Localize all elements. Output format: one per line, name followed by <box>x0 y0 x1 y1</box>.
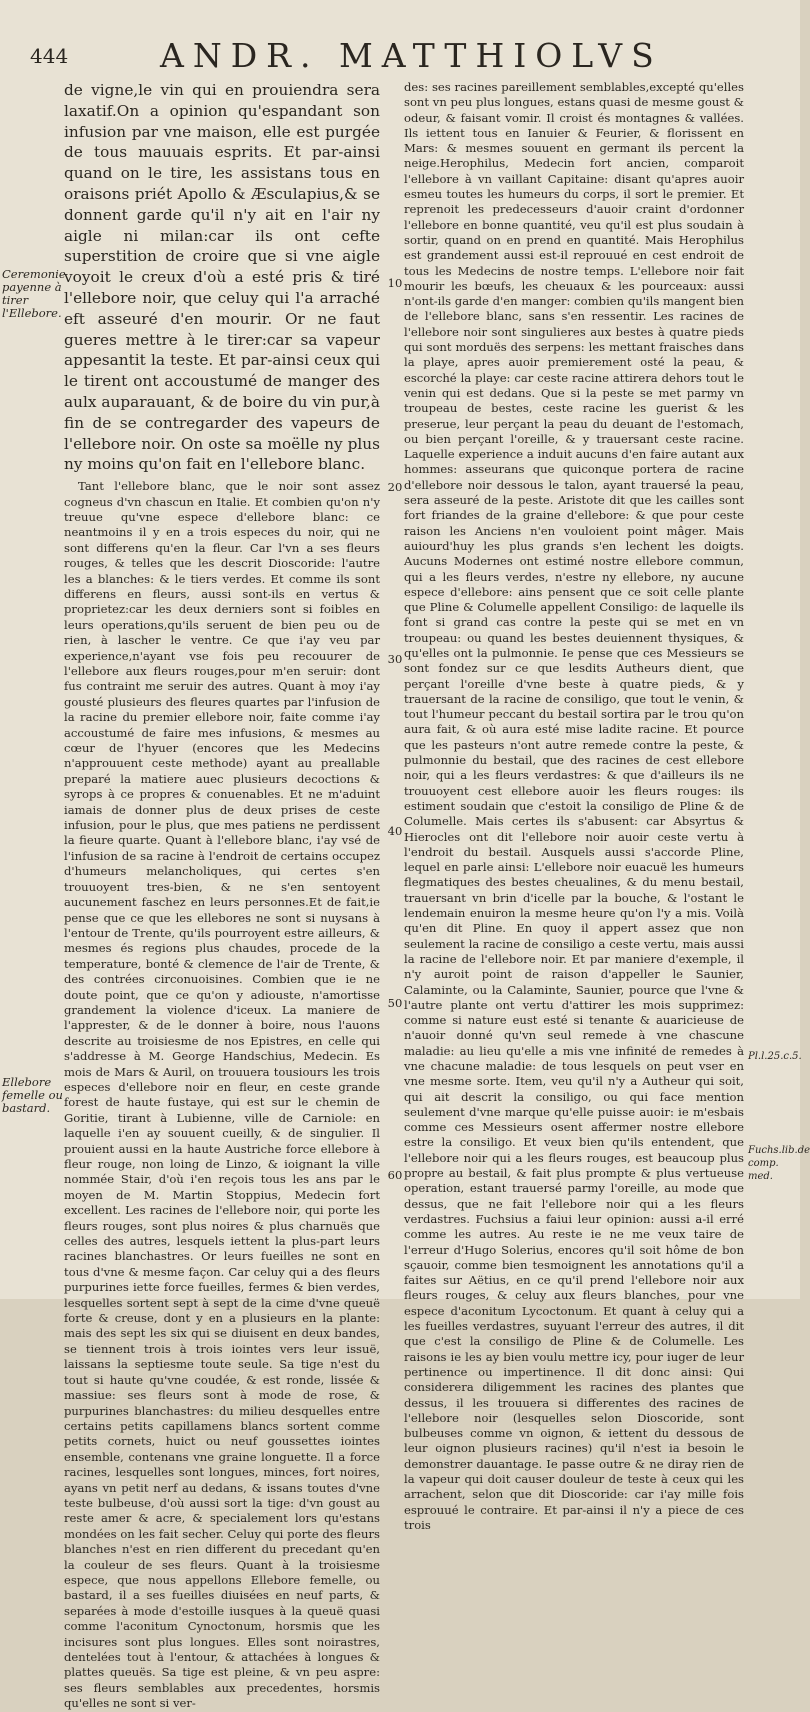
left-column <box>64 80 380 1711</box>
margin-note-ceremony: Ceremonie payenne à tirer l'Ellebore. <box>2 267 66 320</box>
margin-note-pliny-ref: Pl.l.25.c.5. <box>748 1051 802 1062</box>
line-number: 30 <box>387 652 403 666</box>
line-number: 50 <box>387 996 403 1010</box>
line-number: 40 <box>387 824 403 838</box>
paragraph: Tant l'ellebore blanc, que le noir sont assez cogneus d'vn chascun en Italie. Et combien qu'on n'y treuue qu'vne espece d'ellebore blanc: ce neantmoins il y en a trois especes du noir, qui ne sont differens qu'en la fleur. Car l'vn a ses fleurs rouges, & telles que les descrit Dioscoride: l'autre les a blanches: & le tiers verdes. Et comme ils sont differens en fleurs, aussi sont-ils en vertus & proprietez:car les deux derniers sont si foibles en leurs operations,qu'ils seruent de bien peu ou de rien, à lascher le ventre. Ce que i'ay veu par experience,n'ayant vse fois peu recouurer de l'ellebore aux fleurs rouges,pour m'en seruir: dont fus contraint me seruir des autres. Quant à moy i'ay gousté plusieurs des fleures quartes par l'infusion de la racine du premier ellebore noir, faite comme i'ay accoustumé de faire mes infusions, & mesmes au cœur de l'hyuer (encores que les Medecins n'approuuent ceste methode) ayant au preallable preparé la matiere auec plusieurs decoctions & syrops à ce propres & conuenables. Et ne m'aduint iamais de donner plus de deux prises de ceste infusion, pour le plus, que mes patiens ne perdissent la fieure quarte. Quant à l'ellebore blanc, i'ay vsé de l'infusion de sa racine à l'endroit de certains occupez d'humeurs melancholiques, qui certes s'en trouuoyent tres-bien, & ne s'en sentoyent aucunement faschez en leurs personnes.Et de fait,ie pense que ce que les ellebores ne sont si nuysans à l'entour de Trente, qu'ils pourroyent estre ailleurs, & mesmes és regions plus chaudes, procede de la temperature, bonté & clemence de l'air de Trente, & des contrées circonuoisines. Combien que ie ne doute point, que ce qu'on y adiouste, n'amortisse grandement la violence d'iceux. La maniere de l'apprester, & de le donner à boire, nous l'auons descrite au troisiesme de nos Epistres, en celle qui s'addresse à M. George Handschius, Medecin. Es mois de Mars & Auril, on trouuera tousiours les trois especes d'ellebore noir en fleur, en ceste grande forest de haute fustaye, qui est sur le chemin de Goritie, tirant à Lubienne, ville de Carniole: en laquelle i'en ay souuent cueilly, & de singulier. Il prouient aussi en la haute Austriche force ellebore à fleur rouge, non loing de Linzo, & ioignant la ville nommée Stair, d'où i'en reçois tous les ans par le moyen de M. Martin Stoppius, Medecin fort excellent. Les racines de l'ellebore noir, qui porte les fleurs rouges, sont plus noires & plus charnuës que celles des autres, lesquels iettent la plus-part leurs racines blanchastres. Or leurs fueilles ne sont en tous d'vne & mesme façon. Car celuy qui a des fleurs purpurines iette force fueilles, fermes & bien verdes, lesquelles sortent sept à sept de la cime d'vne queuë forte & creuse, dont y en a plusieurs en la plante: mais des sept les six qui se diuisent en deux bandes, se tiennent trois à trois iointes vers leur issuë, laissans la septiesme toute seule. Sa tige n'est du tout si haute qu'vne coudée, & est ronde, lissée & massiue: ses fleurs sont à mode de rose, & purpurines blanchastres: du milieu desquelles entre certains petits capillamens blancs sortent comme petits cornets, huict ou neuf goussettes iointes ensemble, contenans vne graine longuette. Il a force racines, lesquelles sont longues, minces, fort noires, ayans vn petit nerf au dedans, & issans toutes d'vne teste bulbeuse, d'où aussi sort la tige: d'vn goust au reste amer & acre, & specialement lors qu'estans mondées on les fait secher. Celuy qui porte des fleurs blanches n'est en rien different du precedant qu'en la couleur de ses fleurs. Quant à la troisiesme espece, que nous appellons Ellebore femelle, ou bastard, il a ses fueilles diuisées en neuf parts, & separées à mode d'estoille iusques à la queuë quasi comme l'aconitum Cynoctonum, horsmis que les incisures sont plus longues. Elles sont noirastres, dentelées tout à l'entour, & attachées à longues & plattes queuës. Sa tige est pleine, & vn peu aspre: ses fleurs semblables aux precedentes, horsmis qu'elles ne sont si ver- <box>64 479 380 1711</box>
paragraph: de vigne,le vin qui en prouiendra sera laxatif.On a opinion qu'espandant son infusion par vne maison, elle est purgée de tous mauuais esprits. Et par-ainsi quand on le tire, les assistans tous en oraisons priét Apollo & Æsculapius,& se donnent garde qu'il n'y ait en l'air ny aigle ni milan:car ils ont cefte superstition de croire que si vne aigle voyoit le creux d'où a esté pris & tiré l'ellebore noir, que celuy qui l'a arraché eft asseuré d'en mourir. Or ne faut gueres mettre à le tirer:car sa vapeur appesantit la teste. Et par-ainsi ceux qui le tirent ont accoustumé de manger des aulx auparauant, & de boire du vin pur,à fin de se contregarder des vapeurs de l'ellebore noir. On oste sa moëlle ny plus ny moins qu'on fait en l'ellebore blanc. <box>64 81 380 474</box>
margin-note-fuchs-ref: Fuchs.lib.de comp. med. <box>748 1145 810 1182</box>
line-number: 20 <box>387 480 403 494</box>
margin-note-female-hellebore: Ellebore femelle ou bastard. <box>2 1075 63 1115</box>
line-number: 10 <box>387 276 403 290</box>
page-header <box>30 36 780 76</box>
line-number: 60 <box>387 1168 403 1182</box>
right-column <box>404 80 744 1532</box>
paragraph: des: ses racines pareillement semblables,excepté qu'elles sont vn peu plus longues, estans quasi de mesme goust & odeur, & faisant vomir. Il croist és montagnes & vallées. Ils iettent tous en Ianuier & Feurier, & florissent en Mars: & mesmes souuent en germant ils percent la neige.Herophilus, Medecin fort ancien, comparoit l'ellebore à vn vaillant Capitaine: disant qu'apres auoir esmeu toutes les humeurs du corps, il sort le premier. Et reprenoit les predecesseurs d'auoir craint d'ordonner l'ellebore en bonne quantité, veu qu'il est plus soudain à sortir, quand on en prend en quantité. Mais Herophilus est grandement aussi est-il reprouué en cest endroit de tous les Medecins de nostre temps. L'ellebore noir fait mourir les bœufs, les cheuaux & les pourceaux: aussi n'ont-ils garde d'en manger: combien qu'ils mangent bien de l'ellebore blanc, sans s'en ressentir. Les racines de l'ellebore noir sont singulieres aux bestes à quatre pieds qui sont morduës des serpens: les mettant fraisches dans la playe, apres auoir premierement osté la peau, & escorché la playe: car ceste racine attirera dehors tout le venin qui est dedans. Que si la peste se met parmy vn troupeau de bestes, ceste racine les guerist & les preserue, leur perçant la peau du deuant de l'estomach, ou bien perçant l'oreille, & y trauersant ceste racine. Laquelle experience a induit aucuns d'en faire autant aux hommes: asseurans que quiconque portera de racine d'ellebore noir dessous le talon, ayant trauersé la peau, sera asseuré de la peste. Aristote dit que les cailles sont fort friandes de la graine d'ellebore: & que pour ceste raison les Anciens n'en vouloient point mâger. Mais auiourd'huy les plus grands s'en lechent les doigts. Aucuns Modernes ont estimé nostre ellebore commun, qui a les fleurs verdes, n'estre ny ellebore, ny aucune espece d'ellebore: ains pensent que ce soit celle plante que Pline & Columelle appellent Consiligo: de laquelle ils font si grand cas contre la peste qui se met en vn troupeau: ou quand les bestes deuiennent thysiques, & qu'elles ont la pulmonnie. Ie pense que ces Messieurs se sont fondez sur ce que lesdits Autheurs dient, que perçant l'oreille d'vne beste à quatre pieds, & y trauersant de la racine de consiligo, que tout le venin, & tout l'humeur peccant du bestail sortira par le trou qu'on aura fait, & où aura esté mise ladite racine. Et pource que les pasteurs n'ont autre remede contre la peste, & pulmonnie du bestail, que des racines de cest ellebore noir, qui a les fleurs verdastres: & que d'ailleurs ils ne trouuoyent cest ellebore auoir les fleurs rouges: ils estiment soudain que c'estoit la consiligo de Pline & de Columelle. Mais certes ils s'abusent: car Absyrtus & Hierocles ont dit l'ellebore noir auoir ceste vertu à l'endroit du bestail. Ausquels aussi s'accorde Pline, lequel en parle ainsi: L'ellebore noir euacuë les humeurs flegmatiques des bestes cheualines, & du menu bestail, trauersant vn brin d'icelle par la bouche, & l'ostant le lendemain enuiron la mesme heure qu'on l'y a mis. Voilà qu'en dit Pline. En quoy il appert assez que non seulement la racine de consiligo a ceste vertu, mais aussi la racine de l'ellebore noir. Et par maniere d'exemple, il n'y auroit point de raison d'appeller le Saunier, Calaminte, ou la Calaminte, Saunier, pource que l'vne & l'autre plante ont vertu d'attirer les mois supprimez: comme si nature eust esté si tenante & auaricieuse de n'auoir donné qu'vn seul remede à vne chascune maladie: au lieu qu'elle a mis vne infinité de remedes à vne chacune maladie: de tous lesquels on peut vser en vne mesme sorte. Item, veu qu'il n'y a Autheur qui soit, qui ait descrit la consiligo, ou qui face mention seulement d'vne marque qu'elle puisse auoir: ie m'esbais comme ces Messieurs osent affermer nostre ellebore estre la consiligo. Et veux bien qu'ils entendent, que l'ellebore noir qui a les fleurs rouges, est beaucoup plus propre au bestail, & fait plus prompte & plus vertueuse operation, estant trauersé parmy l'oreille, au mode que dessus, que ne fait l'ellebore noir qui a les fleurs verdastres. Fuchsius a faiui leur opinion: aussi a-il erré comme les autres. Au reste ie ne me veux taire de l'erreur d'Hugo Solerius, encores qu'il soit hôme de bon sçauoir, comme bien tesmoignent les annotations qu'il a faites sur Aëtius, en ce qu'il prend l'ellebore noir aux fleurs rouges, & celuy aux fleurs blanches, pour vne espece d'aconitum Lycoctonum. Et quant à celuy qui a les fueilles verdastres, suyuant l'erreur des autres, il dit que c'est la consiligo de Pline & de Columelle. Les raisons ie les ay bien voulu mettre icy, pour iuger de leur pertinence ou impertinence. Il dit donc ainsi: Qui considerera diligemment les racines des plantes que dessus, il les trouuera si differentes des racines de l'ellebore noir (lesquelles selon Dioscoride, sont bulbeuses comme vn oignon, & iettent du dessous de leur oignon plusieurs racines) qu'il n'est ia besoin le demonstrer dauantage. Ie passe outre & ne diray rien de la vapeur qui doit causer douleur de teste à ceux qui les arrachent, selon que dit Dioscoride: car i'ay mille fois esprouué le contraire. Et par-ainsi il n'y a piece de ces trois <box>404 80 744 1532</box>
page-number: 444 <box>30 44 69 68</box>
running-title: ANDR. MATTHIOLVS <box>160 36 663 75</box>
